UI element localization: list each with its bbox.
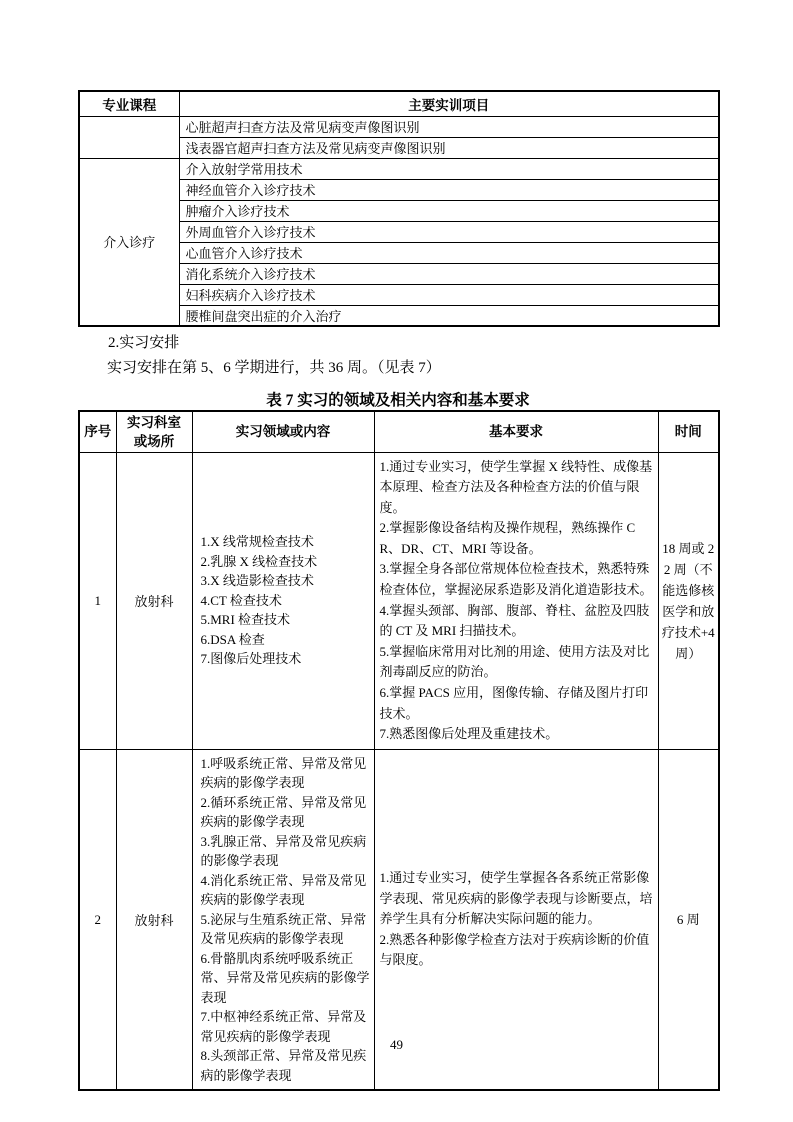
section-paragraph: 实习安排在第 5、6 学期进行，共 36 周。（见表 7） — [107, 360, 441, 376]
list-item: 6.骨骼肌肉系统呼吸系统正常、异常及常见疾病的影像学表现 — [200, 950, 370, 1005]
time-cell: 6 周 — [658, 749, 719, 1090]
project-cell: 腰椎间盘突出症的介入治疗 — [179, 305, 719, 326]
column-header-no: 序号 — [79, 411, 116, 452]
list-item: 2.循环系统正常、异常及常见疾病的影像学表现 — [200, 794, 367, 830]
list-item: 1.呼吸系统正常、异常及常见疾病的影像学表现 — [200, 755, 367, 791]
course-cell-interventional: 介入诊疗 — [79, 158, 179, 326]
row-no-cell: 1 — [79, 452, 116, 749]
time-cell: 18 周或 22 周（不能选修核医学和放疗技术+4 周） — [658, 452, 719, 749]
table-row — [79, 158, 719, 179]
list-item: 2.乳腺 X 线检查技术 — [200, 553, 318, 569]
project-cell: 外周血管介入诊疗技术 — [179, 221, 719, 242]
page-number: 49 — [390, 1037, 403, 1052]
row-no-cell: 2 — [79, 749, 116, 1090]
list-item: 8.头颈部正常、异常及常见疾病的影像学表现 — [200, 1048, 367, 1083]
table-header-row — [79, 411, 719, 452]
project-cell: 妇科疾病介入诊疗技术 — [179, 284, 719, 305]
list-item: 3.X 线造影检查技术 — [200, 573, 314, 589]
list-item: 6.掌握 PACS 应用，图像传输、存储及图片打印技术。 — [379, 685, 649, 721]
requirements-list — [380, 868, 653, 971]
list-item: 3.乳腺正常、异常及常见疾病的影像学表现 — [200, 833, 367, 869]
column-header-dept: 实习科室或场所 — [116, 411, 192, 452]
list-item: 2.熟悉各种影像学检查方法对于疾病诊断的价值与限度。 — [379, 931, 650, 968]
column-header-course: 专业课程 — [79, 91, 179, 116]
list-item: 4.CT 检查技术 — [200, 592, 282, 608]
project-cell: 心脏超声扫查方法及常见病变声像图识别 — [179, 116, 719, 137]
project-cell: 心血管介入诊疗技术 — [179, 242, 719, 263]
requirements-cell — [374, 452, 658, 749]
project-cell: 肿瘤介入诊疗技术 — [179, 200, 719, 221]
project-cell: 介入放射学常用技术 — [179, 158, 719, 179]
content-list — [201, 532, 370, 669]
course-cell-empty — [79, 116, 179, 158]
list-item: 2.掌握影像设备结构及操作规程，熟练操作 CR、DR、CT、MRI 等设备。 — [379, 520, 636, 556]
table-row — [79, 116, 719, 137]
table7-title: 表 7 实习的领域及相关内容和基本要求 — [266, 392, 530, 409]
dept-cell: 放射科 — [116, 749, 192, 1090]
list-item: 5.MRI 检查技术 — [200, 612, 291, 628]
list-item: 1.通过专业实习，使学生掌握 X 线特性、成像基本原理、检查方法及各种检查方法的价值与限度。 — [379, 458, 653, 515]
requirements-list — [380, 457, 653, 745]
column-header-requirements: 基本要求 — [374, 411, 658, 452]
table-row — [79, 452, 719, 749]
list-item: 4.消化系统正常、异常及常见疾病的影像学表现 — [200, 872, 367, 908]
project-cell: 神经血管介入诊疗技术 — [179, 179, 719, 200]
list-item: 4.掌握头颈部、胸部、腹部、脊柱、盆腔及四肢的 CT 及 MRI 扫描技术。 — [379, 602, 650, 639]
list-item: 1.通过专业实习，使学生掌握各各系统正常影像学表现、常见疾病的影像学表现与诊断要点，培养学生具有分析解决实际问题的能力。 — [379, 870, 653, 927]
project-cell: 消化系统介入诊疗技术 — [179, 263, 719, 284]
list-item: 7.熟悉图像后处理及重建技术。 — [379, 726, 559, 742]
project-cell: 浅表器官超声扫查方法及常见病变声像图识别 — [179, 137, 719, 158]
training-projects-table — [78, 90, 720, 327]
table-header-row — [79, 91, 719, 116]
column-header-content: 实习领域或内容 — [192, 411, 374, 452]
list-item: 1.X 线常规检查技术 — [200, 534, 314, 550]
list-item: 5.泌尿与生殖系统正常、异常及常见疾病的影像学表现 — [200, 911, 367, 947]
column-header-time: 时间 — [658, 411, 719, 452]
section-heading: 2.实习安排 — [108, 335, 180, 351]
content-list — [201, 754, 370, 1086]
list-item: 7.图像后处理技术 — [200, 651, 302, 667]
column-header-projects: 主要实训项目 — [179, 91, 719, 116]
dept-cell: 放射科 — [116, 452, 192, 749]
list-item: 5.掌握临床常用对比剂的用途、使用方法及对比剂毒副反应的防治。 — [379, 643, 650, 680]
content-cell — [192, 452, 374, 749]
internship-table — [78, 410, 720, 1091]
list-item: 7.中枢神经系统正常、异常及常见疾病的影像学表现 — [200, 1009, 367, 1044]
list-item: 3.掌握全身各部位常规体位检查技术，熟悉特殊检查体位，掌握泌尿系造影及消化道造影技术。 — [379, 561, 653, 598]
list-item: 6.DSA 检查 — [200, 631, 265, 647]
